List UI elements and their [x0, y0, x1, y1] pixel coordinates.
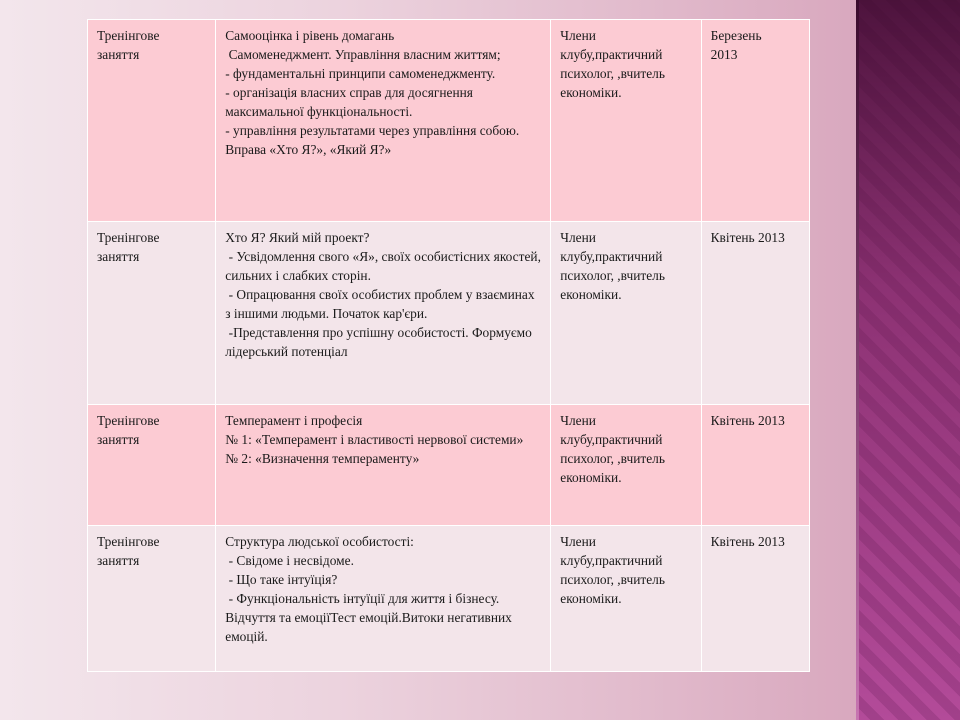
- date-cell: Квітень 2013: [701, 526, 809, 672]
- date-cell: Квітень 2013: [701, 222, 809, 405]
- session-type-cell: Тренінгове заняття: [88, 526, 216, 672]
- table-row: [88, 526, 810, 672]
- table-row: [88, 222, 810, 405]
- session-topic-cell: Структура людської особистості: - Свідоме і несвідоме. - Що таке інтуїція? - Функціональність інтуїції для життя і бізнесу. Відчуття та емоціїТест емоцій.Витоки негативних емоцій.: [216, 526, 551, 672]
- session-topic-cell: Темперамент і професія № 1: «Темперамент і властивості нервової системи» № 2: «Визначення темпераменту»: [216, 405, 551, 526]
- session-topic-cell: Хто Я? Який мій проект? - Усвідомлення свого «Я», своїх особистісних якостей, сильних і слабких сторін. - Опрацювання своїх особистих проблем у взаєминах з іншими людьми. Початок кар'єри. -Представлення про успішну особистості. Формуємо лідерський потенціал: [216, 222, 551, 405]
- table-row: [88, 20, 810, 222]
- session-topic-cell: Самооцінка і рівень домагань Самоменеджмент. Управління власним життям; - фундаментальні принципи самоменеджменту. - організація власних справ для досягнення максимальної функціональності. - управління результатами через управління собою. Вправа «Хто Я?», «Який Я?»: [216, 20, 551, 222]
- table-row: [88, 405, 810, 526]
- decorative-pattern-band: [856, 0, 960, 720]
- session-type-cell: Тренінгове заняття: [88, 222, 216, 405]
- participants-cell: Члени клубу,практичний психолог, ,вчитель економіки.: [551, 405, 701, 526]
- date-cell: Березень 2013: [701, 20, 809, 222]
- schedule-table: [87, 19, 810, 672]
- participants-cell: Члени клубу,практичний психолог, ,вчитель економіки.: [551, 20, 701, 222]
- participants-cell: Члени клубу,практичний психолог, ,вчитель економіки.: [551, 222, 701, 405]
- session-type-cell: Тренінгове заняття: [88, 20, 216, 222]
- session-type-cell: Тренінгове заняття: [88, 405, 216, 526]
- date-cell: Квітень 2013: [701, 405, 809, 526]
- participants-cell: Члени клубу,практичний психолог, ,вчитель економіки.: [551, 526, 701, 672]
